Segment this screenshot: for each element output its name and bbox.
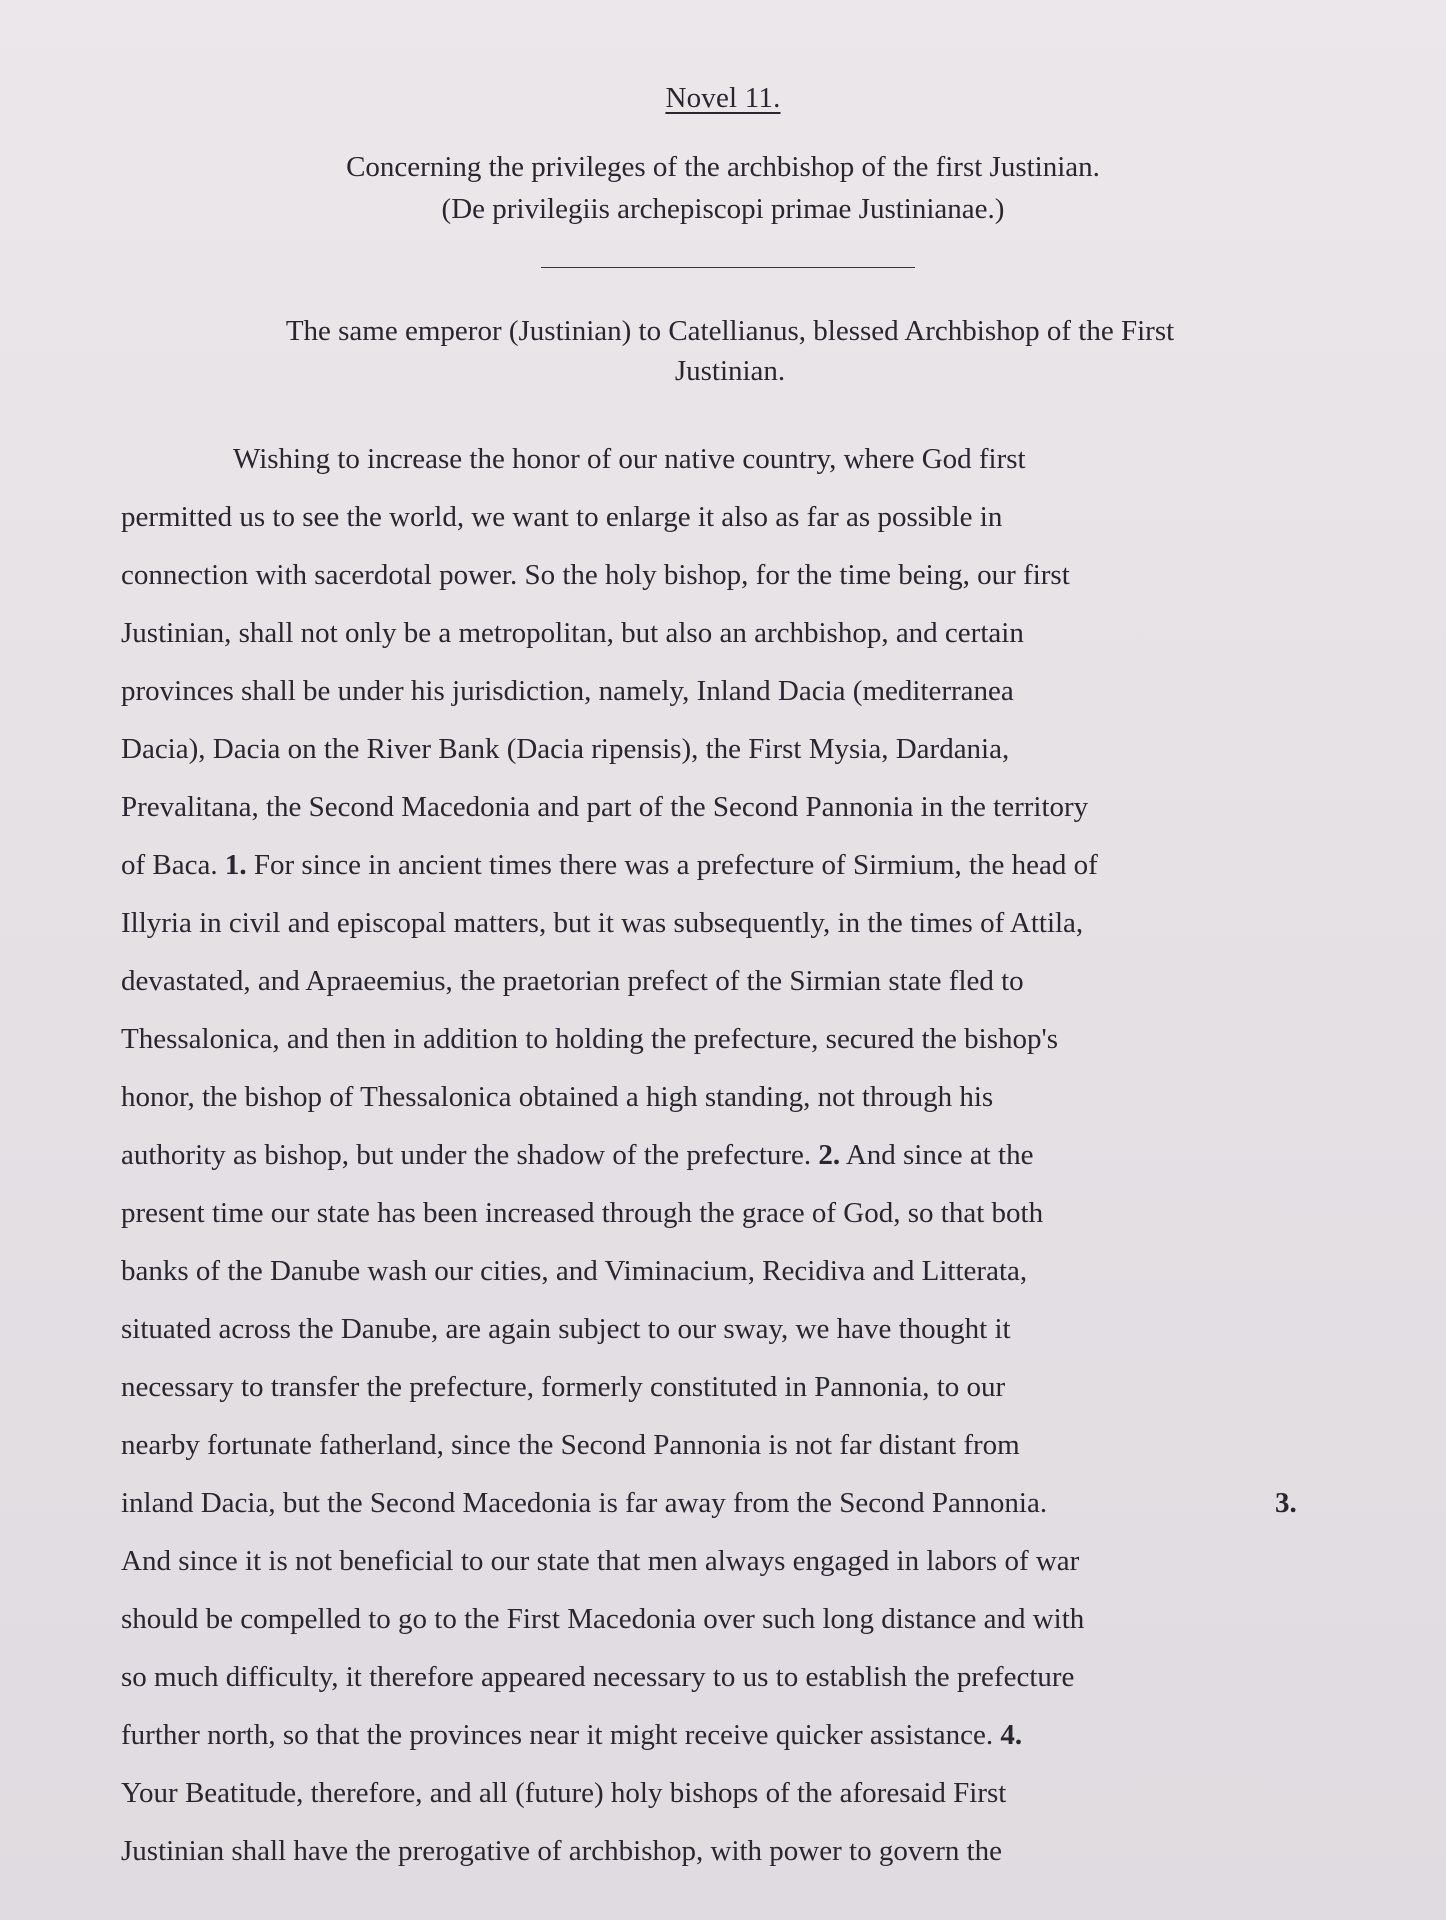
body-line: Thessalonica, and then in addition to holding the prefecture, secured the bishop's [121, 1023, 1058, 1055]
body-line: so much difficulty, it therefore appeared necessary to us to establish the prefecture [121, 1661, 1075, 1693]
title-divider [541, 267, 915, 268]
body-line: provinces shall be under his jurisdiction, namely, Inland Dacia (mediterranea [121, 675, 1014, 707]
body-line: Illyria in civil and episcopal matters, but it was subsequently, in the times of Attila, [121, 907, 1084, 939]
body-line [121, 1474, 1321, 1532]
body-text-segment: And since at the [845, 1139, 1034, 1171]
body-line: situated across the Danube, are again subject to our sway, we have thought it [121, 1313, 1011, 1345]
body-line: Justinian, shall not only be a metropolitan, but also an archbishop, and certain [121, 617, 1024, 649]
body-line: necessary to transfer the prefecture, formerly constituted in Pannonia, to our [121, 1371, 1006, 1403]
body-paragraph [121, 430, 1321, 1880]
body-line: should be compelled to go to the First Macedonia over such long distance and with [121, 1603, 1085, 1635]
body-line: permitted us to see the world, we want to enlarge it also as far as possible in [121, 501, 1003, 533]
address-line-2: Justinian. [674, 355, 786, 387]
body-line: Prevalitana, the Second Macedonia and part of the Second Pannonia in the territory [121, 791, 1089, 823]
body-text-segment: of Baca. [121, 849, 218, 881]
body-text-segment: further north, so that the provinces near it might receive quicker assistance. [121, 1719, 994, 1751]
body-line: devastated, and Apraeemius, the praetorian prefect of the Sirmian state fled to [121, 965, 1024, 997]
body-line: honor, the bishop of Thessalonica obtained a high standing, not through his [121, 1081, 994, 1113]
body-line [121, 1126, 1321, 1184]
subtitle-english: Concerning the privileges of the archbishop of the first Justinian. [346, 151, 1100, 183]
page-title: Novel 11. [665, 82, 781, 114]
address-line [180, 311, 1280, 391]
body-line: Justinian shall have the prerogative of archbishop, with power to govern the [121, 1835, 1003, 1867]
body-line: nearby fortunate fatherland, since the Second Pannonia is not far distant from [121, 1429, 1020, 1461]
body-line: Wishing to increase the honor of our native country, where God first [233, 443, 1026, 475]
section-number-3: 3. [1275, 1487, 1297, 1519]
body-line: connection with sacerdotal power. So the holy bishop, for the time being, our first [121, 559, 1070, 591]
body-line: Your Beatitude, therefore, and all (future) holy bishops of the aforesaid First [121, 1777, 1007, 1809]
body-line [121, 836, 1321, 894]
body-line: Dacia), Dacia on the River Bank (Dacia ripensis), the First Mysia, Dardania, [121, 733, 1010, 765]
body-line: banks of the Danube wash our cities, and Viminacium, Recidiva and Litterata, [121, 1255, 1028, 1287]
body-text-segment: inland Dacia, but the Second Macedonia is far away from the Second Pannonia. [121, 1487, 1048, 1519]
body-line: And since it is not beneficial to our state that men always engaged in labors of war [121, 1545, 1080, 1577]
body-text-segment: For since in ancient times there was a prefecture of Sirmium, the head of [253, 849, 1098, 881]
subtitle-latin: (De privilegiis archepiscopi primae Justinianae.) [441, 193, 1005, 225]
body-line: present time our state has been increased through the grace of God, so that both [121, 1197, 1044, 1229]
section-number-1: 1. [224, 849, 247, 881]
body-text-segment: authority as bishop, but under the shadow of the prefecture. [121, 1139, 812, 1171]
section-number-4: 4. [1000, 1719, 1023, 1751]
section-number-2: 2. [818, 1139, 841, 1171]
subtitle [0, 146, 1446, 230]
address-line-1: The same emperor (Justinian) to Catellianus, blessed Archbishop of the First [285, 315, 1175, 347]
body-line [121, 1706, 1321, 1764]
